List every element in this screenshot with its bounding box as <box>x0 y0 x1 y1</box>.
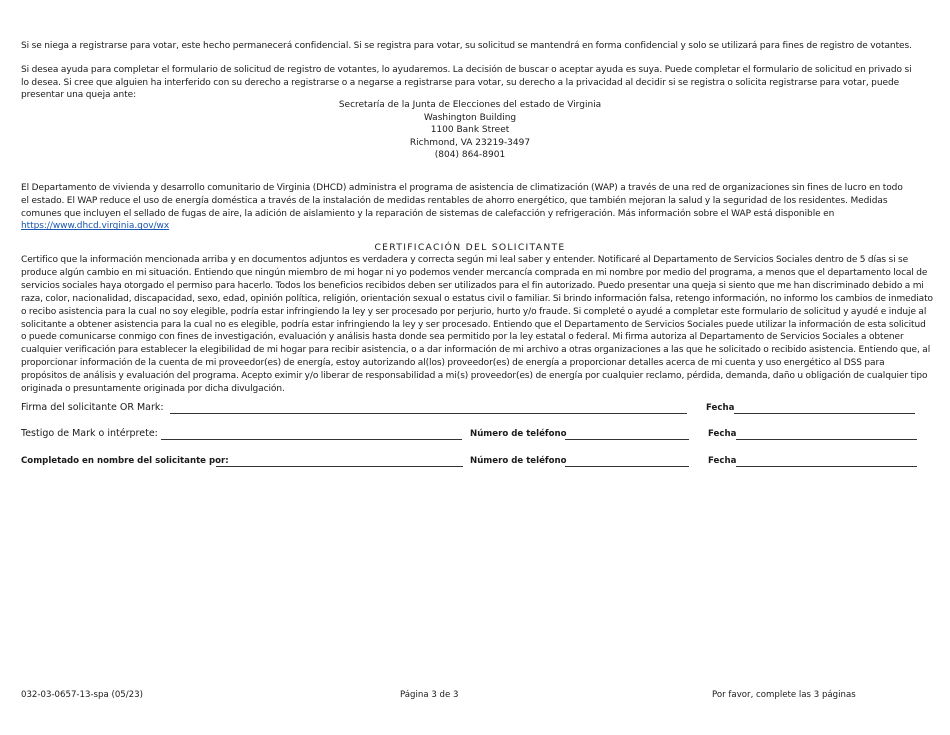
certification-title: CERTIFICACIÓN DEL SOLICITANTE <box>374 242 566 253</box>
applicant-date-field[interactable] <box>734 413 915 414</box>
wap-paragraph-text: El Departamento de vivienda y desarrollo comunitario de Virginia (DHCD) administra el programa de asistencia de climatización (WAP) a través de una red de organizaciones sin fines de lucro en todo el estado. El WAP reduce el uso de energía doméstica a través de la instalación de medidas rentables de ahorro energético, que también mejoran la salud y la seguridad de los residentes. Medidas comunes que incluyen el sellado de fugas de aire, la adición de aislamiento y la reparación de sistemas de calefacción y refrigeración. Más información sobre el WAP está disponible en <box>21 183 903 219</box>
completed-phone-label: Número de teléfono <box>470 456 567 466</box>
address-line: 1100 Bank Street <box>430 125 510 135</box>
applicant-signature-row <box>21 402 921 416</box>
wap-link[interactable]: https://www.dhcd.virginia.gov/wx <box>21 221 170 232</box>
address-phone: (804) 864-8901 <box>434 150 506 160</box>
address-line: Secretaría de la Junta de Elecciones del estado de Virginia <box>338 100 602 110</box>
form-number: 032-03-0657-13-spa (05/23) <box>21 690 143 700</box>
wap-paragraph <box>21 182 913 233</box>
completed-by-field[interactable] <box>216 466 463 467</box>
completed-by-label: Completado en nombre del solicitante por: <box>21 456 229 466</box>
witness-date-field[interactable] <box>736 439 917 440</box>
complaint-address-block <box>280 99 660 162</box>
certification-body: Certifico que la información mencionada arriba y en documentos adjuntos es verdadera y correcta según mi leal saber y entender. Notificaré al Departamento de Servicios Sociales dentro de 5 días si se produce algún cambio en mi situación. Entiendo que ningún miembro de mi hogar ni yo podemos vender mercancía comprada en mi nombre por medio del programa, a menos que el departamento local de servicios sociales haya otorgado el permiso para hacerlo. Todos los beneficios recibidos deben ser utilizados para el fin autorizado. Puedo presentar una queja si siento que me han discriminado debido a mi raza, color, nacionalidad, discapacidad, sexo, edad, opinión política, religión, orientación sexual o estatus civil o familiar. Si brindo información falsa, retengo información, no informo los cambios de inmediato o recibo asistencia para la cual no soy elegible, podría estar infringiendo la ley y ser procesado por perjurio, hurto y/o fraude. Si completé o ayudé a completar este formulario de solicitud y ayudé e induje al solicitante a obtener asistencia para la cual no es elegible, podría estar infringiendo la ley y ser procesado. Entiendo que el Departamento de Servicios Sociales puede utilizar la información de esta solicitud o puede comunicarse conmigo con fines de investigación, evaluación y análisis hasta donde sea permitido por la ley estatal o federal. Mi firma autoriza al Departamento de Servicios Sociales a obtener cualquier verificación para establecer la elegibilidad de mi hogar para recibir asistencia, o a dar información de mi archivo a otras organizaciones a las que he solicitado o recibido asistencia. Entiendo que, al proporcionar información de la cuenta de mi proveedor(es) de energía, estoy autorizando al(los) proveedor(es) de energía a proporcionar detalles acerca de mi cuenta y uso energético al DSS para propósitos de análisis y evaluación del programa. Acepto eximir y/o liberar de responsabilidad a mi(s) proveedor(es) de energía por cualquier reclamo, pérdida, demanda, daño u obligación de cualquier tipo originada o presuntamente originada por dicha divulgación. <box>21 255 933 395</box>
address-line: Richmond, VA 23219-3497 <box>409 137 531 148</box>
witness-label: Testigo de Mark o intérprete: <box>21 428 158 439</box>
witness-date-label: Fecha <box>708 429 737 439</box>
witness-phone-label: Número de teléfono <box>470 429 567 439</box>
witness-row <box>21 428 921 442</box>
witness-signature-field[interactable] <box>161 439 462 440</box>
completed-phone-field[interactable] <box>565 466 689 467</box>
page-number: Página 3 de 3 <box>400 690 459 700</box>
applicant-signature-label: Firma del solicitante OR Mark: <box>21 402 164 413</box>
voter-help-paragraph: Si desea ayuda para completar el formulario de solicitud de registro de votantes, lo ayudaremos. La decisión de buscar o aceptar ayuda es suya. Puede completar el formulario de solicitud en privado si lo desea. Si cree que alguien ha interferido con su derecho a registrarse o a negarse a registrarse para votar, su derecho a la privacidad al decidir si se registra o solicita registrarse para votar, puede presentar una queja ante: <box>21 65 912 101</box>
witness-phone-field[interactable] <box>565 439 689 440</box>
completed-date-label: Fecha <box>708 456 737 466</box>
applicant-signature-field[interactable] <box>170 413 687 414</box>
completed-by-row <box>21 455 921 469</box>
applicant-date-label: Fecha <box>706 403 735 413</box>
confidentiality-paragraph: Si se niega a registrarse para votar, este hecho permanecerá confidencial. Si se registra para votar, su solicitud se mantendrá en forma confidencial y solo se utilizará para fines de registro de votantes. <box>21 41 912 51</box>
footer-instruction: Por favor, complete las 3 páginas <box>712 690 856 700</box>
completed-date-field[interactable] <box>736 466 917 467</box>
address-line: Washington Building <box>423 112 517 123</box>
